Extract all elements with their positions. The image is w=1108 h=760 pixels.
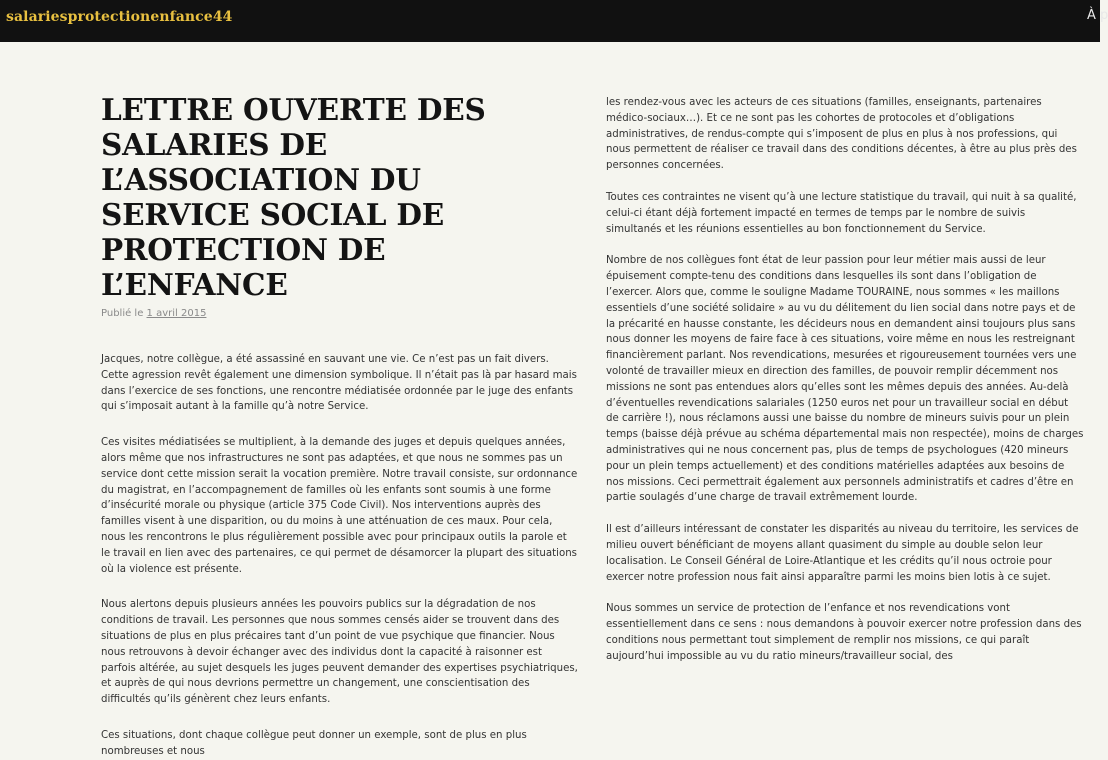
paragraph: Nous alertons depuis plusieurs années les pouvoirs publics sur la dégradation de nos conditions de travail. Les personnes que nous sommes censés aider se trouvent dans des situations de plus en plus précaires tant d’un point de vue psychique que financier. Nous nous retrouvons à devoir échanger avec des individus dont la capacité à raisonner est parfois altérée, au sujet desquels les juges peuvent demander des expertises psychiatriques, et auprès de qui nous devrions permettre un changement, une conscientisation des difficultés qu’ils génèrent chez leurs enfants. <box>101 599 578 706</box>
post-meta <box>101 308 579 319</box>
article-column-left <box>101 92 579 760</box>
nav-link-about[interactable]: À p <box>1087 8 1108 23</box>
article-title: LETTRE OUVERTE DES SALARIES DE L’ASSOCIATION DU SERVICE SOCIAL DE PROTECTION DE L’ENFANCE <box>101 92 486 302</box>
article-column-right <box>606 95 1084 681</box>
post-date-link[interactable]: 1 avril 2015 <box>146 308 207 319</box>
paragraph: les rendez-vous avec les acteurs de ces situations (familles, enseignants, partenaires médico-sociaux…). Et ce ne sont pas les cohortes de protocoles et d’obligations administratives, de rendus-compte qui s’imposent de plus en plus à nos professions, qui nous permettent de réaliser ce travail dans des conditions décentes, à être au plus près des personnes concernées. <box>606 97 1077 172</box>
paragraph: Toutes ces contraintes ne visent qu’à une lecture statistique du travail, qui nuit à sa qualité, celui-ci étant déjà fortement impacté en termes de temps par le nombre de suivis simultanés et les réunions essentielles au bon fonctionnement du Service. <box>606 191 1077 235</box>
paragraph: Nombre de nos collègues font état de leur passion pour leur métier mais aussi de leur épuisement compte-tenu des conditions dans lesquelles ils sont dans l’obligation de l’exercer. Alors que, comme le souligne Madame TOURAINE, nous sommes « les maillons essentiels d’une société solidaire » au vu du délitement du lien social dans notre pays et de la précarité en hausse constante, les décideurs nous en demandent ainsi toujours plus sans nous donner les moyens de faire face à ces situations, voire même en nous les restreignant financièrement parlant. Nos revendications, mesurées et rigoureusement tournées vers une volonté de travailler mieux en direction des familles, de pouvoir remplir décemment nos missions ne sont pas entendues alors qu’elles sont les mêmes depuis des années. Au-delà d’éventuelles revendications salariales (1250 euros net pour un travailleur social en début de carrière !), nous réclamons aussi une baisse du nombre de mineurs suivis pour un plein temps (baisse déjà prévue au schéma départemental mais non respectée), moins de charges administratives qui ne nous concernent pas, plus de temps de psychologues (420 mineurs pour un plein temps actuellement) et des conditions matérielles adaptées aux besoins de nos missions. Ceci permettrait également aux personnels administratifs et cadres d’être en partie soulagés d’une charge de travail extrêmement lourde. <box>606 255 1084 504</box>
published-label: Publié le <box>101 308 144 319</box>
site-title-link[interactable]: salariesprotectionenfance44 <box>6 9 233 25</box>
paragraph: Jacques, notre collègue, a été assassiné en sauvant une vie. Ce n’est pas un fait divers. Cette agression revêt également une dimension symbolique. Il n’était pas là par hasard mais dans l’exercice de ses fonctions, une rencontre médiatisée ordonnée par le juge des enfants qui s’imposait autant à la famille qu’à notre Service. <box>101 354 577 413</box>
paragraph: Nous sommes un service de protection de l’enfance et nos revendications vont essentiellement dans ce sens : nous demandons à pouvoir exercer notre profession dans des conditions nous permettant tout simplement de remplir nos missions, ce qui paraît aujourd’hui impossible au vu du ratio mineurs/travailleur social, des <box>606 603 1082 662</box>
paragraph: Il est d’ailleurs intéressant de constater les disparités au niveau du territoire, les services de milieu ouvert bénéficiant de moyens allant quasiment du simple au double selon leur localisation. Le Conseil Général de Loire-Atlantique et les crédits qu’il nous octroie pour exercer notre profession nous fait ainsi apparaître parmi les moins bien lotis à ce sujet. <box>606 524 1079 583</box>
top-bar <box>0 0 1108 42</box>
paragraph: Ces visites médiatisées se multiplient, à la demande des juges et depuis quelques années, alors même que nos infrastructures ne sont pas adaptées, et que nous ne sommes pas un service dont cette mission serait la vocation première. Notre travail consiste, sur ordonnance du magistrat, en l’accompagnement de familles où les enfants sont soumis à une forme d’insécurité morale ou physique (article 375 Code Civil). Nos interventions auprès des familles visent à une disparition, ou du moins à une atténuation de ces maux. Pour cela, nous les rencontrons le plus régulièrement possible avec pour principaux outils la parole et le travail en lien avec des partenaires, ce qui permet de désamorcer la plupart des situations où la violence est présente. <box>101 437 578 575</box>
paragraph: Ces situations, dont chaque collègue peut donner un exemple, sont de plus en plus nombreuses et nous <box>101 729 527 757</box>
